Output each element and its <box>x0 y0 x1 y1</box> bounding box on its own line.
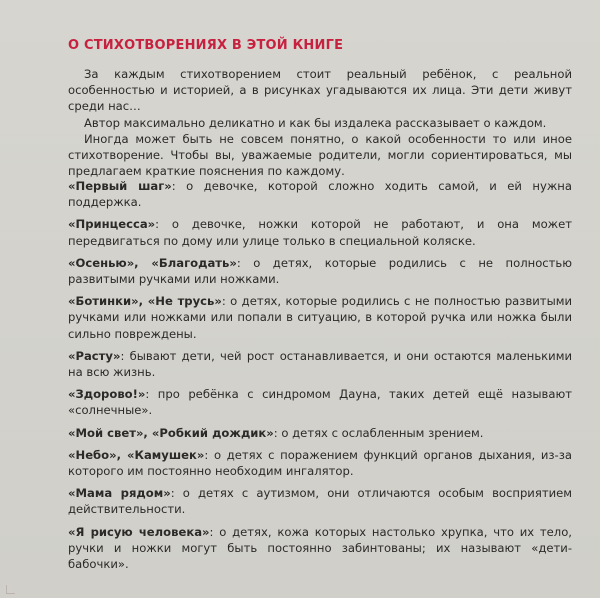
intro-paragraph: Иногда может быть не совсем понятно, о какой особенности то или иное стихотворение. Чтобы вы, уважаемые родители, могли сориентироваться, мы предлагаем краткие пояснения по каждому. <box>68 131 572 179</box>
list-item <box>68 293 572 342</box>
poem-title: «Ботинки», «Не трусь» <box>68 294 222 309</box>
poem-title: «Небо», «Камушек» <box>68 447 205 462</box>
list-item <box>68 485 572 517</box>
poem-title: «Мой свет», «Робкий дождик» <box>68 425 274 440</box>
list-item <box>68 425 572 441</box>
poem-title: «Расту» <box>68 348 121 363</box>
section-heading: О СТИХОТВОРЕНИЯХ В ЭТОЙ КНИГЕ <box>68 38 344 53</box>
list-item <box>68 178 572 210</box>
poem-title: «Мама рядом» <box>68 486 171 501</box>
poem-title: «Первый шаг» <box>68 179 172 193</box>
poem-title: «Здорово!» <box>68 387 146 402</box>
list-item <box>68 524 572 573</box>
poem-description: : о детях, которые родились с не полностью развитыми ручками или ножками. <box>68 255 573 287</box>
list-item <box>68 216 572 248</box>
poem-title: «Принцесса» <box>68 217 156 232</box>
list-item <box>68 255 572 287</box>
poem-description: : о девочке, ножки которой не работают, и она может передвигаться по дому или улице только в специальной коляске. <box>68 217 572 248</box>
poem-description: : бывают дети, чей рост останавливается, и они остаются маленькими на всю жизнь. <box>68 348 572 380</box>
corner-mark <box>6 585 15 594</box>
poem-description: : о девочке, которой сложно ходить самой, и ей нужна поддержка. <box>68 179 572 210</box>
poem-description: : о детях, кожа которых настолько хрупка, что их тело, ручки и ножки могут быть постоянно забинтованы; их называют «дети-бабочки». <box>68 524 572 572</box>
poem-description: : о детях с аутизмом, они отличаются особым восприятием действительности. <box>68 486 572 517</box>
list-item <box>68 348 572 380</box>
poem-title: «Я рисую человека» <box>68 524 210 539</box>
poem-explanations-list <box>68 178 572 578</box>
poem-description: : о детях с ослабленным зрением. <box>273 425 484 440</box>
intro-paragraph: Автор максимально деликатно и как бы издалека рассказывает о каждом. <box>84 115 547 130</box>
poem-description: : о детях с поражением функций органов дыхания, из-за которого им постоянно необходим ингалятор. <box>68 447 573 479</box>
poem-title: «Осенью», «Благодать» <box>68 255 237 270</box>
poem-description: : о детях, которые родились с не полностью развитыми ручками или ножками или попали в ситуацию, в которой ручка или ножка были сильно повреждены. <box>68 294 572 341</box>
intro-block <box>68 66 572 179</box>
poem-description: : про ребёнка с синдромом Дауна, таких детей ещё называют «солнечные». <box>68 387 572 418</box>
list-item <box>68 447 572 479</box>
list-item <box>68 386 572 418</box>
intro-paragraph: За каждым стихотворением стоит реальный ребёнок, с реальной особенностью и историей, а в рисунках угадываются их лица. Эти дети живут среди нас… <box>68 67 572 114</box>
